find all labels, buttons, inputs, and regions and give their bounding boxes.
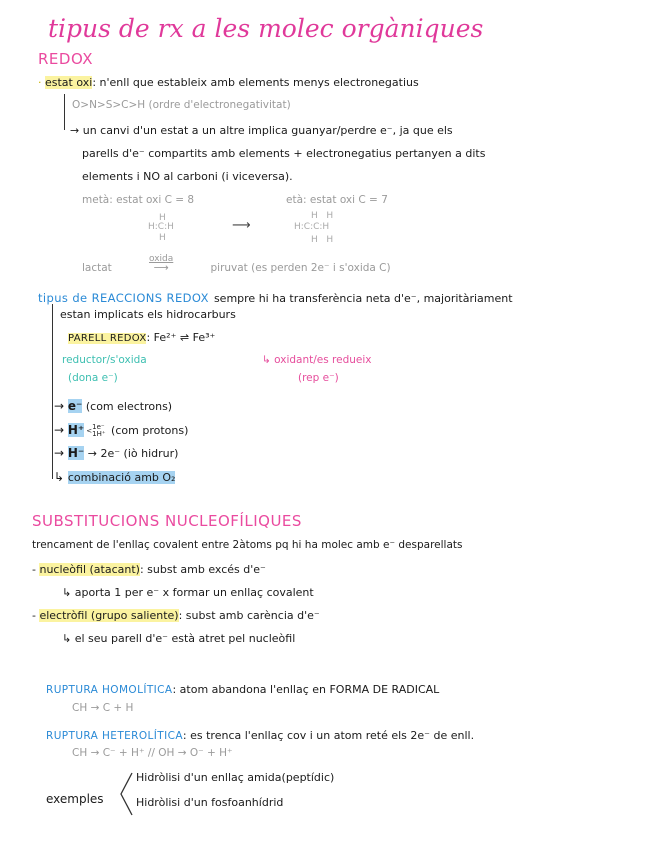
meta-struct-top: H [159, 213, 166, 223]
meta-eta-arrow: ⟶ [232, 218, 251, 233]
meta-struct-mid: H:C:H [148, 222, 174, 232]
change-line-3: elements i NO al carboni (i viceversa). [82, 170, 293, 183]
estat-line: · estat oxi: n'enll que estableix amb elements menys electronegatius [38, 76, 419, 89]
exemples-label: exemples [46, 792, 104, 806]
tipus-heading: tipus de REACCIONS REDOX [38, 291, 209, 305]
eta-text: età: estat oxi C = 7 [286, 194, 388, 206]
bracket-tipus [52, 304, 53, 479]
electro-sub: ↳ el seu parell d'e⁻ està atret pel nucleòfil [62, 632, 296, 645]
exemple-1: Hidròlisi d'un enllaç amida(peptídic) [136, 771, 335, 784]
oxida-label: oxida [148, 254, 174, 264]
exemple-2: Hidròlisi d'un fosfoanhídrid [136, 796, 284, 809]
eta-struct-bottom: H H [311, 235, 334, 245]
nucleo-line: - nucleòfil (atacant): subst amb excés d'e⁻ [32, 563, 266, 576]
item-hidrur: → H⁻ → 2e⁻ (iò hidrur) [54, 446, 179, 460]
tipus-line: tipus de REACCIONS REDOX sempre hi ha transferència neta d'e⁻, majoritàriament [38, 291, 513, 305]
meta-struct-bottom: H [159, 233, 166, 243]
meta-text: metà: estat oxi C = 8 [82, 194, 195, 206]
parell-label: PARELL REDOX [68, 333, 147, 344]
tipus-line-2: estan implicats els hidrocarburs [60, 308, 236, 321]
eta-struct-top: H H [311, 211, 334, 221]
eta-struct-mid: H:C:C:H [294, 222, 330, 232]
hetero-eq: CH → C⁻ + H⁺ // OH → O⁻ + H⁺ [72, 747, 233, 759]
homo-eq: CH → C + H [72, 702, 134, 714]
bracket-redox [64, 94, 65, 130]
homo-line: RUPTURA HOMOLÍTICA: atom abandona l'enllaç en FORMA DE RADICAL [46, 683, 440, 696]
oxidant-1: ↳ oxidant/es redueix [262, 354, 372, 366]
redox-heading: REDOX [38, 50, 94, 68]
electro-line: - electròfil (grupo saliente): subst amb carència d'e⁻ [32, 609, 320, 622]
change-line-1: → un canvi d'un estat a un altre implica guanyar/perdre e⁻, ja que els [70, 124, 453, 137]
reductor-1: reductor/s'oxida [62, 354, 147, 366]
subst-line-1: trencament de l'enllaç covalent entre 2àtoms pq hi ha molec amb e⁻ desparellats [32, 539, 463, 551]
subst-heading: SUBSTITUCIONS NUCLEOFÍLIQUES [32, 512, 302, 530]
item-protons: → H⁺ <1e⁻ 1H⁺ (com protons) [54, 422, 189, 438]
nucleo-sub: ↳ aporta 1 per e⁻ x formar un enllaç covalent [62, 586, 314, 599]
electroneg-order: O>N>S>C>H (ordre d'electronegativitat) [72, 99, 291, 111]
exemples-brace [118, 771, 134, 817]
estat-label: estat oxi [45, 76, 93, 89]
estat-text: : n'enll que estableix amb elements menys electronegatius [92, 76, 419, 89]
change-line-2: parells d'e⁻ compartits amb elements + electronegatius pertanyen a dits [82, 147, 486, 160]
reductor-2: (dona e⁻) [68, 372, 118, 384]
item-electrons: → e⁻ (com electrons) [54, 399, 173, 413]
page-title: tipus de rx a les molec orgàniques [48, 14, 484, 43]
oxidant-2: (rep e⁻) [298, 372, 339, 384]
hetero-line: RUPTURA HETEROLÍTICA: es trenca l'enllaç cov i un atom reté els 2e⁻ de enll. [46, 729, 475, 742]
item-o2: ↳ combinació amb O₂ [54, 470, 176, 484]
parell-line: PARELL REDOX: Fe²⁺ ⇌ Fe³⁺ [68, 331, 216, 344]
lactat-line: lactat oxida ⟶ piruvat (es perden 2e⁻ i s'oxida C) [82, 254, 391, 274]
